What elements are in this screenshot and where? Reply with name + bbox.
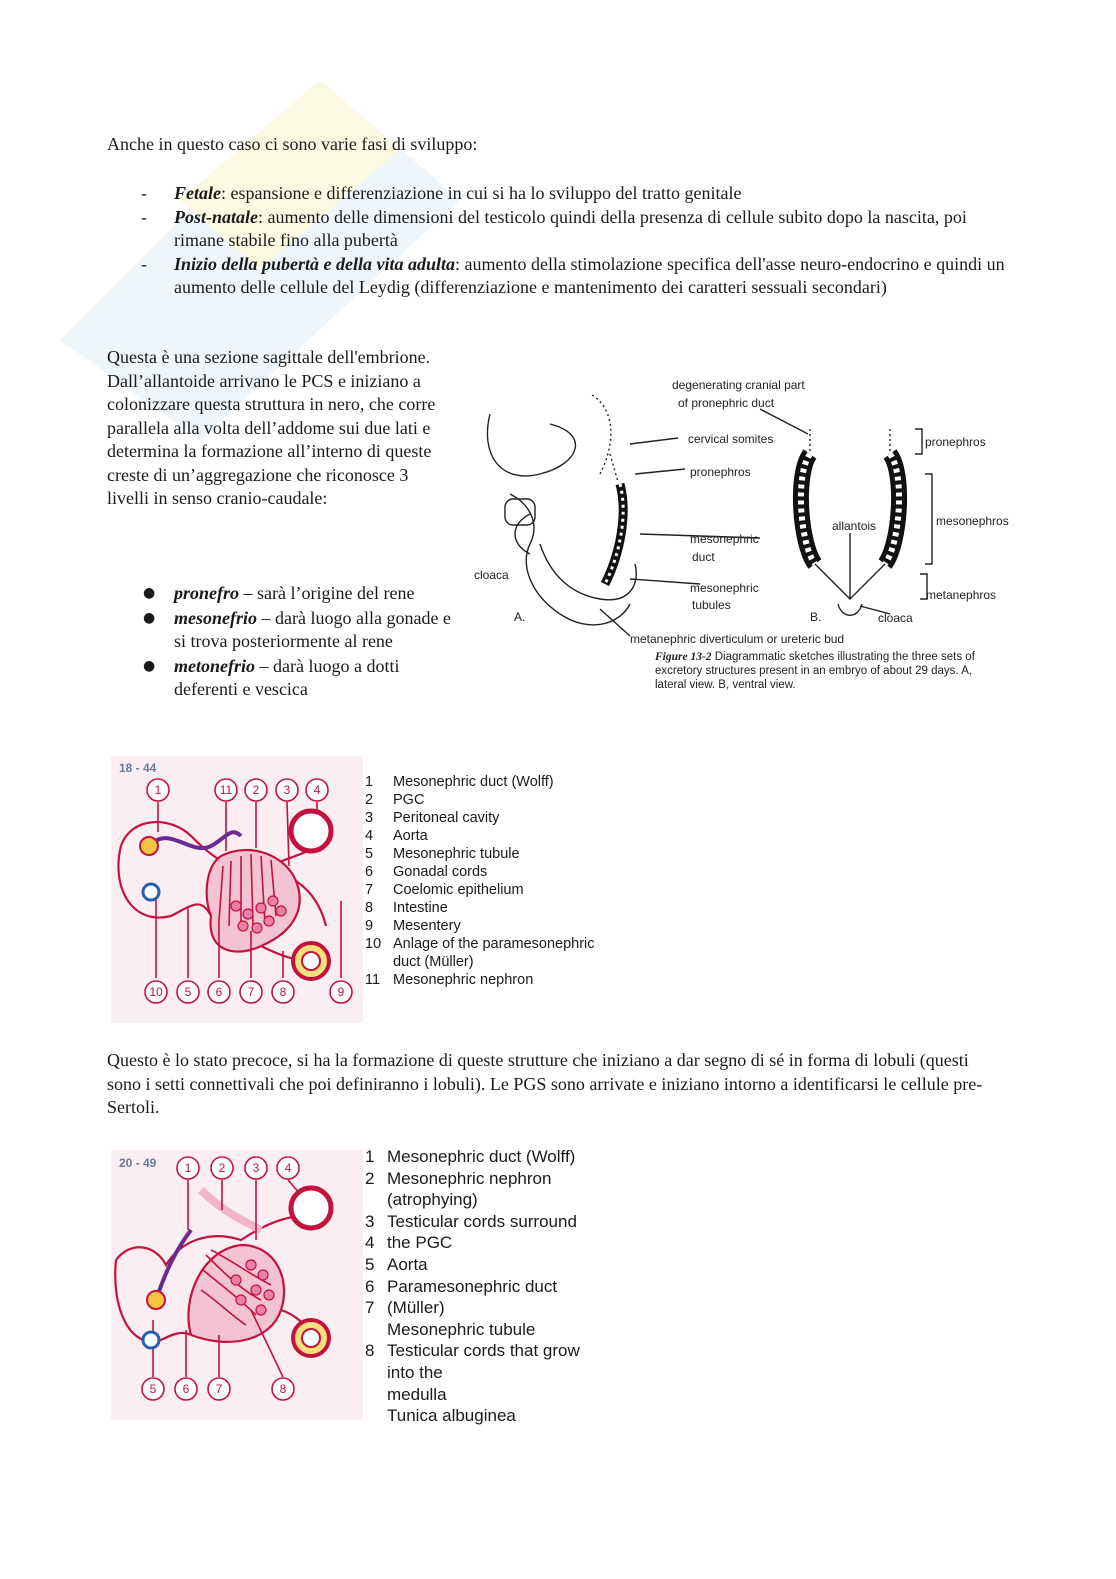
label-allantois: allantois (832, 519, 877, 533)
label-a: A. (514, 610, 526, 624)
legend-row: into the (387, 1362, 443, 1382)
label-mesonephric-tubules: mesonephric (690, 581, 759, 595)
figure-tag: 18 - 44 (119, 761, 157, 775)
label-b: B. (810, 610, 822, 624)
marker-label: 8 (279, 985, 287, 999)
legend-row: 6 Paramesonephric duct (365, 1276, 558, 1296)
marker-label: 2 (218, 1161, 226, 1175)
marker-label: 1 (154, 783, 162, 797)
legend-row: Mesonephric tubule (387, 1319, 536, 1339)
marker-label: 7 (215, 1382, 223, 1396)
legend-row: 4 Aorta (365, 828, 428, 844)
excretory-figure (470, 374, 1010, 691)
label-metanephric: metanephric diverticulum or ureteric bud (630, 632, 845, 646)
figure-number: Figure 13-2 (655, 651, 712, 663)
label-duct: duct (692, 550, 715, 564)
label-cloaca-b: cloaca (878, 611, 913, 625)
legend-row: 8 Testicular cords that grow (365, 1341, 580, 1361)
list-item: - Inizio della pubertà e della vita adulta: aumento della stimolazione specifica dell'asse neuro-endocrino e quindi un aumento delle cellule del Leydig (differenziazione e mantenimento dei caratteri sessuali secondari) (141, 253, 1005, 297)
marker-label: 9 (337, 985, 345, 999)
legend-row: 1 Mesonephric duct (Wolff) (365, 1147, 576, 1166)
figure-caption (655, 650, 1005, 692)
list-item: ● pronefro – sarà l’origine del rene (143, 583, 415, 603)
levels-list (107, 582, 452, 703)
gonad-figure-20-49 (111, 1150, 363, 1420)
legend-row: Tunica albuginea (387, 1406, 516, 1426)
list-item: - Post-natale: aumento delle dimensioni del testicolo quindi della presenza di cellule subito dopo la nascita, poi rimane stabile fino alla pubertà (141, 206, 967, 250)
marker-label: 6 (182, 1382, 190, 1396)
list-item: ● metonefrio – darà luogo a dotti deferenti e vescica (143, 655, 400, 699)
legend-row: 7 Coelomic epithelium (365, 882, 524, 898)
legend-row: 11 Mesonephric nephron (365, 972, 534, 988)
legend-row: duct (Müller) (393, 954, 474, 970)
marker-label: 5 (184, 985, 192, 999)
intro-paragraph: Anche in questo caso ci sono varie fasi di sviluppo: (107, 134, 478, 154)
marker-label: 2 (252, 783, 260, 797)
label-of-pronephric: of pronephric duct (678, 396, 775, 410)
list-item: ● mesonefrio – darà luogo alla gonade e si trova posteriormente al rene (143, 607, 451, 651)
legend-row: 3 Testicular cords surround (365, 1211, 577, 1231)
legend-row: 4 the PGC (365, 1233, 453, 1253)
marker-label: 8 (279, 1382, 287, 1396)
legend-20-49 (365, 1146, 580, 1427)
marker-label: 4 (313, 783, 321, 797)
label-tubules: tubules (692, 598, 731, 612)
legend-row: 10 Anlage of the paramesonephric (365, 936, 595, 952)
label-mesonephric-duct: mesonephric (690, 532, 759, 546)
figure-caption-text: Diagrammatic sketches illustrating the three sets of excretory structures present in an embryo of about 29 days. A, lateral view. B, ventral view. (655, 651, 975, 691)
legend-row: (atrophying) (387, 1190, 478, 1210)
legend-row: 2 PGC (365, 792, 425, 808)
legend-row: 7 (Müller) (365, 1298, 445, 1318)
marker-label: 4 (284, 1161, 292, 1175)
legend-row: 8 Intestine (365, 900, 448, 916)
legend-row: 1 Mesonephric duct (Wolff) (365, 774, 554, 790)
gonad-figure-18-44 (111, 756, 363, 1023)
legend-row: 3 Peritoneal cavity (365, 810, 500, 826)
label-pronephros-b: pronephros (925, 435, 986, 449)
legend-row: medulla (387, 1384, 447, 1404)
gonad-drawing-early (111, 756, 363, 1023)
marker-label: 5 (149, 1382, 157, 1396)
early-stage-paragraph: Questo è lo stato precoce, si ha la formazione di queste strutture che iniziano a dar segno di sé in forma di lobuli (questi sono i setti connettivali che poi definiranno i lobuli). Le PGS sono arrivate e iniziano intorno a identificarsi le cellule pre-Sertoli. (107, 1050, 983, 1117)
legend-row: 2 Mesonephric nephron (365, 1168, 552, 1188)
legend-18-44 (365, 773, 595, 989)
marker-label: 1 (184, 1161, 192, 1175)
label-mesonephros: mesonephros (936, 514, 1009, 528)
marker-label: 6 (215, 985, 223, 999)
marker-label: 10 (149, 985, 163, 999)
label-cloaca-a: cloaca (474, 568, 509, 582)
label-cervical: cervical somites (688, 432, 774, 446)
marker-label: 7 (247, 985, 255, 999)
marker-label: 3 (252, 1161, 260, 1175)
marker-label: 11 (219, 783, 233, 797)
sagittal-paragraph: Questa è una sezione sagittale dell'embrione. Dall’allantoide arrivano le PCS e iniziano a colonizzare questa struttura in nero, che corre parallela alla volta dell’addome sui due lati e determina la formazione all’interno di queste creste di un’aggregazione che riconosce 3 livelli in senso cranio-caudale: (107, 347, 436, 508)
legend-row: 9 Mesentery (365, 918, 461, 934)
label-metanephros: metanephros (926, 588, 997, 602)
legend-row: 5 Mesonephric tubule (365, 846, 520, 862)
figure-tag: 20 - 49 (119, 1156, 157, 1170)
label-degenerating: degenerating cranial part (672, 378, 805, 392)
legend-row: 6 Gonadal cords (365, 864, 488, 880)
label-pronephros-a: pronephros (690, 465, 751, 479)
legend-row: 5 Aorta (365, 1254, 428, 1274)
phases-list (107, 182, 1007, 300)
marker-label: 3 (283, 783, 291, 797)
gonad-drawing-later (111, 1150, 363, 1420)
list-item: - Fetale: espansione e differenziazione in cui si ha lo sviluppo del tratto genitale (141, 183, 742, 203)
